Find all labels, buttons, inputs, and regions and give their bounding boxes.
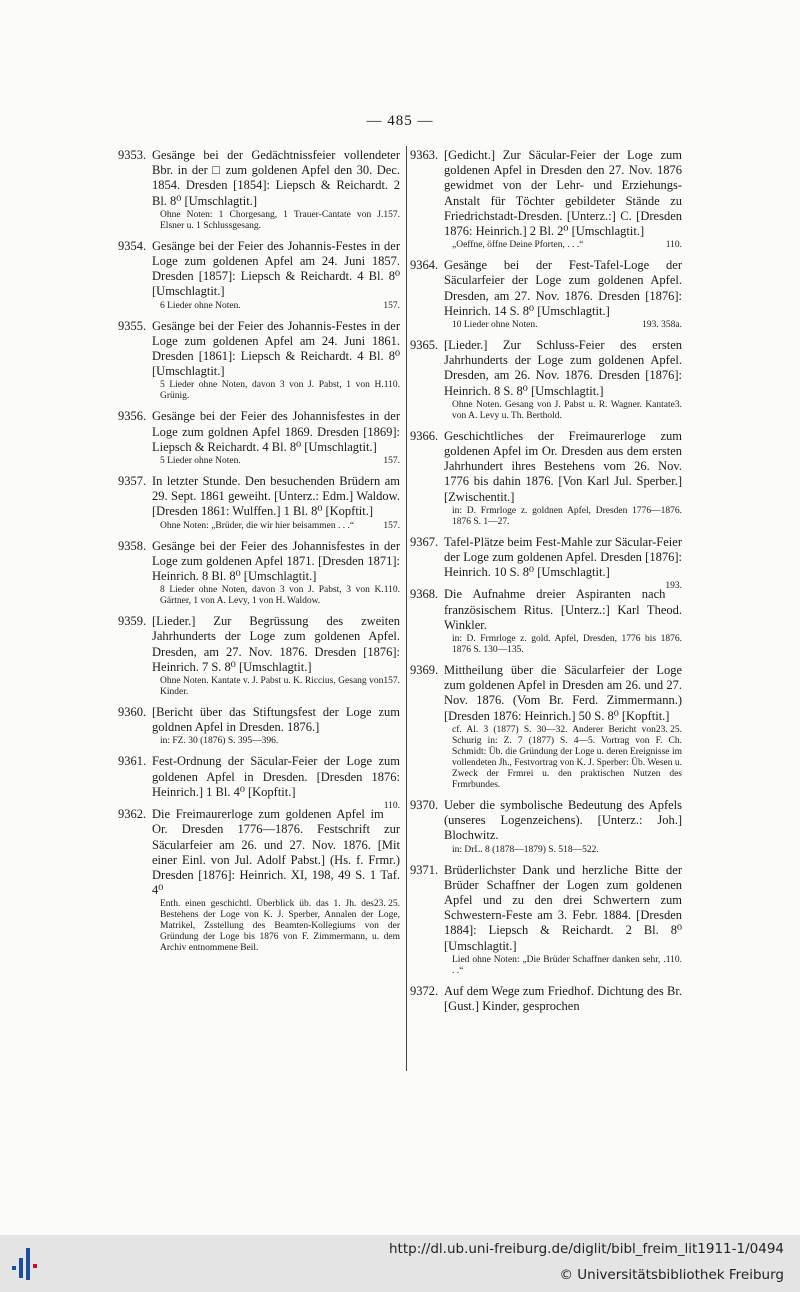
entry-number: 9369.	[410, 663, 439, 678]
bibliography-entry	[410, 338, 682, 422]
catalog-ref: 23. 25.	[655, 724, 682, 735]
entry-note: Ohne Noten. Kantate v. J. Pabst u. K. Riccius, Gesang von Kinder.	[160, 676, 384, 698]
catalog-ref: 157.	[383, 520, 400, 531]
entry-note: 5 Lieder ohne Noten, davon 3 von J. Pabst, 1 von H. Grünig.	[160, 380, 384, 402]
entry-note-block	[444, 320, 682, 331]
entry-text: [Lieder.] Zur Schluss-Feier des ersten Jahrhunderts der Loge zum goldenen Apfel. Dresden, am 26. Nov. 1876. Dresden [1876]: Heinrich. 8 S. 8⁰ [Umschlagtit.]	[444, 338, 682, 398]
entry-note-block	[152, 456, 400, 467]
catalog-ref: 23. 25.	[373, 899, 400, 910]
entry-note: cf. Al. 3 (1877) S. 30—32. Anderer Bericht von Schurig in: Z. 7 (1877) S. 4—5. Vortrag von F. Ch. Schmidt: Üb. die Gründung der Loge u. deren Ereignisse im vollendeten Jh., Festvortrag von K. J. Sperber: Üb. Wesen u. Zweck der Frmrei u. den praktischen Nutzen des Frmrbundes.	[452, 724, 682, 790]
entry-note: Lied ohne Noten: „Die Brüder Schaffner danken sehr, . . .“	[452, 954, 666, 976]
catalog-ref: 3.	[674, 399, 682, 410]
entry-note-block	[152, 676, 400, 698]
entry-note: Enth. einen geschichtl. Überblick üb. das 1. Jh. des Bestehens der Loge von K. J. Sperber, Annalen der Loge, Matrikel, Zsstellung des Beamten-Kollegiums von der Gründung der Loge bis 1876 von F. Zimmermann, u. dem Archiv entnommene Beil.	[160, 899, 400, 954]
catalog-ref: 157.	[383, 300, 400, 311]
entry-number: 9362.	[118, 807, 147, 822]
entry-text: [Gedicht.] Zur Säcular-Feier der Loge zum goldenen Apfel in Dresden den 27. Nov. 1876 gewidmet von der Lehr- und Erziehungs-Anstalt für Töchter gebildeter Stände zu Friedrichstadt-Dresden. [Unterz.:] C. [Dresden 1876: Heinrich.] 2 Bl. 2⁰ [Umschlagtit.]	[444, 148, 682, 239]
bibliography-entry	[410, 148, 682, 251]
bibliography-entry	[118, 754, 400, 812]
bibliography-entry	[410, 587, 682, 656]
entry-number: 9353.	[118, 148, 147, 162]
entry-text: Mittheilung über die Säcularfeier der Loge zum goldenen Apfel in Dresden am 26. und 27. Nov. 1876. (Vom Br. Ferd. Zimmermann.) [Dresden 1876: Heinrich.] 50 S. 8⁰ [Kopftit.]	[444, 663, 682, 723]
catalog-ref: 110.	[383, 585, 400, 596]
catalog-ref: 110.	[383, 801, 400, 812]
entry-note-block	[444, 400, 682, 422]
entry-note-block	[444, 725, 682, 791]
catalog-ref: 110.	[665, 954, 682, 965]
bibliography-entry	[118, 409, 400, 467]
entry-number: 9366.	[410, 428, 439, 443]
entry-number: 9370.	[410, 797, 439, 812]
entry-text: Geschichtliches der Freimaurerloge zum goldenen Apfel im Or. Dresden aus dem ersten Jahrhundert ihres Bestehens vom 26. Nov. 1776 bis dahin 1876. [Von Karl Jul. Sperber.] [Zwischentit.]	[444, 428, 682, 504]
catalog-ref: 110.	[665, 240, 682, 251]
entry-number: 9354.	[118, 238, 147, 253]
ub-freiburg-logo-icon[interactable]	[10, 1244, 40, 1284]
entry-note-block	[152, 210, 400, 232]
entry-number: 9361.	[118, 754, 147, 769]
bibliography-entry	[410, 663, 682, 791]
entry-text: Gesänge bei der Feier des Johannis-Festes in der Loge zum goldenen Apfel am 24. Juni 1857. Dresden [1857]: Liepsch & Reichardt. 4 Bl. 8⁰ [Umschlagtit.]	[152, 238, 400, 299]
entry-text: Ueber die symbolische Bedeutung des Apfels (unseres Logenzeichens). [Unterz.: Joh.] Blochwitz.	[444, 797, 682, 843]
entry-number: 9367.	[410, 534, 439, 549]
bibliography-entry	[410, 863, 682, 977]
bibliography-entry	[410, 798, 682, 856]
entry-note-block	[444, 634, 682, 656]
entry-number: 9355.	[118, 318, 147, 333]
column-divider	[406, 146, 407, 1071]
entry-text: Die Aufnahme dreier Aspiranten nach französischem Ritus. [Unterz.:] Karl Theod. Winkler.	[444, 587, 682, 632]
entry-note-block	[152, 301, 400, 312]
bibliography-entry	[118, 239, 400, 312]
bibliography-entry	[118, 807, 400, 954]
entry-note: Ohne Noten. Gesang von J. Pabst u. R. Wagner. Kantate von A. Levy u. Th. Berthold.	[452, 399, 675, 421]
entry-text: Gesänge bei der Fest-Tafel-Loge der Säcularfeier der Loge zum goldenen Apfel. Dresden, am 27. Nov. 1876. Dresden [1876]: Heinrich. 14 S. 8⁰ [Umschlagtit.]	[444, 258, 682, 318]
entry-number: 9363.	[410, 148, 439, 162]
entry-text: Tafel-Plätze beim Fest-Mahle zur Säcular-Feier der Loge zum goldenen Apfel. Dresden [1876]: Heinrich. 10 S. 8⁰ [Umschlagtit.]	[444, 534, 682, 580]
entry-number: 9368.	[410, 587, 439, 602]
entry-text: [Lieder.] Zur Begrüssung des zweiten Jahrhunderts der Loge zum goldenen Apfel. Dresden, am 27. Nov. 1876. Dresden [1876]: Heinrich. 7 S. 8⁰ [Umschlagtit.]	[152, 614, 400, 674]
entry-text: Gesänge bei der Gedächtnissfeier vollendeter Bbr. in der □ zum goldenen Apfel den 30. Dec. 1854. Dresden [1854]: Liepsch & Reichardt. 2 Bl. 8⁰ [Umschlagtit.]	[152, 148, 400, 208]
catalog-ref: 157.	[383, 676, 400, 687]
entry-number: 9358.	[118, 538, 147, 553]
entry-note: in: D. Frmrloge z. goldnen Apfel, Dresden 1776—1876. 1876 S. 1—27.	[452, 505, 682, 527]
entry-note: in: DrL. 8 (1878—1879) S. 518—522.	[452, 844, 599, 855]
catalog-ref: 193.	[665, 581, 682, 592]
catalog-ref: 157.	[383, 456, 400, 467]
entry-note-block	[444, 506, 682, 528]
entry-number: 9364.	[410, 258, 439, 273]
entry-number: 9365.	[410, 338, 439, 353]
entry-text: [Bericht über das Stiftungsfest der Loge zum goldnen Apfel in Dresden. 1876.]	[152, 705, 400, 735]
entry-text: Brüderlichster Dank und herzliche Bitte der Brüder Schaffner der Logen zum goldenen Apfel und zu den drei Schwertern zum Schwestern-Feste am 3. Febr. 1884. [Dresden 1884]: Liepsch & Reichardt. 2 Bl. 8⁰ [Umschlagtit.]	[444, 862, 682, 953]
entry-note-block	[152, 380, 400, 402]
entry-number: 9360.	[118, 705, 147, 720]
entry-note-block	[444, 955, 682, 977]
entry-number: 9371.	[410, 862, 439, 877]
right-column	[410, 148, 682, 1021]
footer-copyright: © Universitätsbibliothek Freiburg	[559, 1267, 784, 1283]
left-column	[118, 148, 400, 961]
entry-note: 6 Lieder ohne Noten.	[160, 300, 241, 311]
catalog-ref: 193. 358a.	[642, 320, 682, 331]
entry-note: „Oeffne, öffne Deine Pforten, . . .“	[452, 240, 584, 251]
bibliography-entry	[118, 319, 400, 403]
bibliography-entry	[410, 429, 682, 528]
entry-note-block	[152, 736, 400, 747]
bibliography-entry	[118, 148, 400, 232]
entry-note-block	[444, 845, 682, 856]
entry-number: 9357.	[118, 474, 147, 489]
catalog-ref: 157.	[383, 209, 400, 220]
bibliography-entry	[410, 258, 682, 331]
entry-text: Gesänge bei der Feier des Johannis-Festes in der Loge zum goldenen Apfel am 24. Juni 1861. Dresden [1861]: Liepsch & Reichardt. 4 Bl. 8⁰ [Umschlagtit.]	[152, 318, 400, 379]
entry-text: Die Freimaurerloge zum goldenen Apfel im Or. Dresden 1776—1876. Festschrift zur Säcularfeier am 26. und 27. Nov. 1876. [Mit einer Einl. von Jul. Adolf Pabst.] (Hs. f. Frmr.) Dresden [1876]: Heinrich. XI, 198, 49 S. 1 Taf. 4⁰	[152, 807, 400, 898]
bibliography-entry	[118, 614, 400, 698]
entry-note: 10 Lieder ohne Noten.	[452, 320, 538, 331]
entry-number: 9356.	[118, 409, 147, 424]
entry-note: Ohne Noten: „Brüder, die wir hier beisammen . . .“	[160, 520, 355, 531]
entry-note-block	[152, 521, 400, 532]
entry-text: In letzter Stunde. Den besuchenden Brüdern am 29. Sept. 1861 geweiht. [Unterz.: Edm.] Waldow. [Dresden 1861: Wulffen.] 1 Bl. 8⁰ [Kopftit.]	[152, 474, 400, 519]
entry-note-block	[152, 585, 400, 607]
page-number: — 485 —	[366, 113, 434, 129]
entry-number: 9372.	[410, 983, 439, 998]
entry-note: 5 Lieder ohne Noten.	[160, 456, 241, 467]
bibliography-entry	[410, 534, 682, 592]
entry-note-block	[152, 899, 400, 954]
entry-note: 8 Lieder ohne Noten, davon 3 von J. Pabst, 3 von K. Gärtner, 1 von A. Levy, 1 von H. Waldow.	[160, 585, 384, 607]
entry-note: Ohne Noten: 1 Chorgesang, 1 Trauer-Cantate von J. Elsner u. 1 Schlussgesang.	[160, 209, 384, 231]
catalog-ref: 110.	[383, 380, 400, 391]
entry-text: Auf dem Wege zum Friedhof. Dichtung des Br. [Gust.] Kinder, gesprochen	[444, 983, 682, 1013]
bibliography-entry	[118, 474, 400, 532]
entry-text: Gesänge bei der Feier des Johannisfestes in der Loge zum goldenen Apfel 1871. [Dresden 1871]: Heinrich. 8 Bl. 8⁰ [Umschlagtit.]	[152, 538, 400, 584]
entry-text: Gesänge bei der Feier des Johannisfestes in der Loge zum goldnen Apfel 1869. Dresden [1869]: Liepsch & Reichardt. 4 Bl. 8⁰ [Umschlagtit.]	[152, 409, 400, 454]
bibliography-entry	[118, 539, 400, 608]
entry-number: 9359.	[118, 614, 147, 629]
bibliography-entry	[118, 705, 400, 747]
entry-text: Fest-Ordnung der Säcular-Feier der Loge zum goldenen Apfel in Dresden. [Dresden 1876: Heinrich.] 1 Bl. 4⁰ [Kopftit.]	[152, 754, 400, 799]
entry-note: in: FZ. 30 (1876) S. 395—396.	[160, 736, 279, 747]
footer-url-link[interactable]: http://dl.ub.uni-freiburg.de/diglit/bibl_freim_lit1911-1/0494	[388, 1241, 784, 1257]
bibliography-entry	[410, 984, 682, 1014]
entry-note-block	[444, 240, 682, 251]
entry-note: in: D. Frmrloge z. gold. Apfel, Dresden, 1776 bis 1876. 1876 S. 130—135.	[452, 634, 682, 656]
